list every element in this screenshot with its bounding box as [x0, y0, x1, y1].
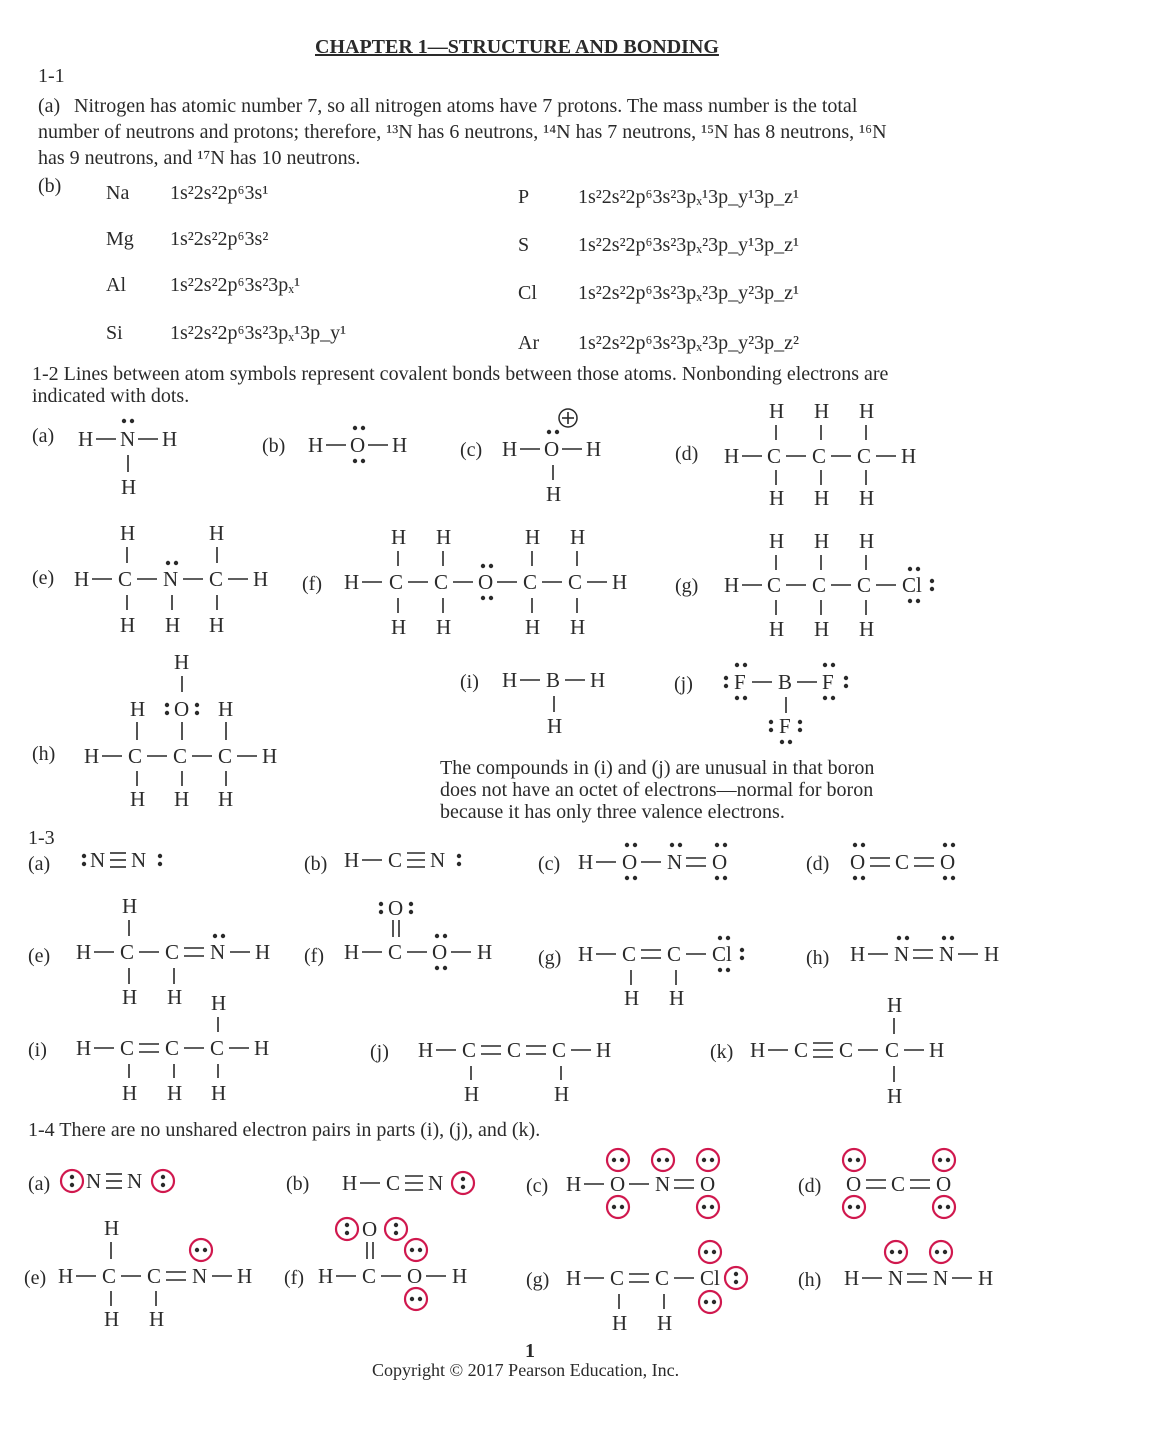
svg-text:H: H	[570, 525, 586, 549]
mol-1-2-i-borane	[502, 668, 605, 738]
svg-text:H: H	[502, 668, 518, 692]
mol-1-4-b-hcn	[342, 1171, 474, 1195]
label-1-3-f: (f)	[304, 945, 324, 967]
section-1-4-intro: 1-4 There are no unshared electron pairs in parts (i), (j), and (k).	[28, 1119, 541, 1141]
label-1-3-j: (j)	[370, 1041, 389, 1063]
label-1-4-d: (d)	[798, 1175, 822, 1197]
svg-text:B: B	[546, 668, 561, 692]
svg-text:H: H	[586, 437, 602, 461]
svg-text:N: N	[428, 1171, 444, 1195]
svg-text:H: H	[502, 437, 518, 461]
svg-text:H: H	[255, 940, 271, 964]
config-value-ar: 1s²2s²2p⁶3s²3pₓ²3p_y²3p_z²	[578, 332, 799, 354]
svg-text:O: O	[388, 896, 404, 920]
svg-text:H: H	[392, 433, 408, 457]
svg-text:H: H	[546, 482, 562, 506]
svg-text:O: O	[850, 850, 866, 874]
svg-text:O: O	[712, 850, 728, 874]
svg-text:C: C	[767, 573, 782, 597]
label-1-4-e: (e)	[24, 1267, 47, 1289]
svg-text:O: O	[544, 437, 560, 461]
svg-text:C: C	[120, 1036, 135, 1060]
svg-text:H: H	[218, 787, 234, 811]
label-1-2-d: (d)	[675, 443, 699, 465]
svg-text:H: H	[122, 1081, 138, 1105]
mol-1-2-h-isopropanol	[84, 650, 277, 811]
svg-text:H: H	[477, 940, 493, 964]
svg-text:H: H	[76, 940, 92, 964]
section-1-1-number: 1-1	[38, 65, 65, 87]
mol-1-3-h-diazene	[850, 936, 999, 966]
mol-1-3-a-nitrogen	[82, 848, 162, 872]
label-1-3-g: (g)	[538, 947, 562, 969]
svg-text:H: H	[669, 986, 685, 1010]
svg-text:C: C	[552, 1038, 567, 1062]
label-1-2-j: (j)	[674, 673, 693, 695]
svg-text:H: H	[612, 1311, 628, 1335]
svg-text:H: H	[566, 1172, 582, 1196]
config-element-ar: Ar	[518, 332, 540, 354]
svg-text:C: C	[839, 1038, 854, 1062]
label-1-3-c: (c)	[538, 853, 561, 875]
config-value-si: 1s²2s²2p⁶3s²3pₓ¹3p_y¹	[170, 322, 347, 344]
boron-note-line2: does not have an octet of electrons—normal for boron	[440, 779, 874, 801]
mol-1-2-d-propane	[724, 399, 916, 510]
mol-1-2-b-water	[308, 426, 407, 463]
svg-text:H: H	[418, 1038, 434, 1062]
svg-text:O: O	[362, 1217, 378, 1241]
svg-text:H: H	[122, 985, 138, 1009]
svg-text:H: H	[859, 617, 875, 641]
svg-text:H: H	[436, 525, 452, 549]
svg-text:H: H	[165, 613, 181, 637]
svg-text:H: H	[121, 475, 137, 499]
label-1-2-a: (a)	[32, 425, 55, 447]
svg-text:C: C	[118, 567, 133, 591]
config-element-mg: Mg	[106, 228, 134, 250]
svg-text:H: H	[452, 1264, 468, 1288]
svg-text:H: H	[814, 617, 830, 641]
svg-text:H: H	[174, 650, 190, 674]
svg-text:O: O	[174, 697, 190, 721]
svg-text:C: C	[102, 1264, 117, 1288]
svg-text:H: H	[978, 1266, 994, 1290]
svg-text:H: H	[578, 850, 594, 874]
svg-text:H: H	[391, 615, 407, 639]
svg-text:H: H	[859, 399, 875, 423]
svg-text:H: H	[984, 942, 1000, 966]
svg-text:H: H	[525, 525, 541, 549]
section-1-3-number: 1-3	[28, 827, 55, 849]
svg-text:C: C	[857, 573, 872, 597]
svg-text:O: O	[622, 850, 638, 874]
svg-text:H: H	[120, 521, 136, 545]
svg-text:N: N	[933, 1266, 949, 1290]
svg-text:O: O	[610, 1172, 626, 1196]
config-element-na: Na	[106, 182, 130, 204]
svg-text:C: C	[165, 940, 180, 964]
config-element-cl: Cl	[518, 282, 537, 304]
svg-text:H: H	[814, 399, 830, 423]
svg-text:H: H	[218, 697, 234, 721]
mol-1-4-h-diazene	[844, 1241, 993, 1290]
svg-text:H: H	[344, 940, 360, 964]
label-1-2-g: (g)	[675, 575, 699, 597]
mol-1-2-f-diethyl-ether	[344, 525, 627, 639]
page-number: 1	[525, 1340, 535, 1362]
mol-1-2-c-hydronium	[502, 409, 601, 506]
svg-text:H: H	[104, 1216, 120, 1240]
svg-text:O: O	[478, 570, 494, 594]
svg-text:C: C	[434, 570, 449, 594]
svg-text:H: H	[74, 567, 90, 591]
svg-text:H: H	[859, 486, 875, 510]
svg-text:N: N	[430, 848, 446, 872]
label-1-3-a: (a)	[28, 853, 51, 875]
label-1-2-f: (f)	[302, 573, 322, 595]
config-value-cl: 1s²2s²2p⁶3s²3pₓ²3p_y²3p_z¹	[578, 282, 799, 304]
chapter-title: CHAPTER 1—STRUCTURE AND BONDING	[315, 36, 719, 58]
svg-text:C: C	[388, 848, 403, 872]
svg-text:C: C	[767, 444, 782, 468]
svg-text:N: N	[939, 942, 955, 966]
mol-1-2-g-propyl-chloride	[724, 529, 934, 641]
label-1-4-g: (g)	[526, 1269, 550, 1291]
config-element-p: P	[518, 186, 530, 208]
svg-text:H: H	[130, 697, 146, 721]
label-1-3-h: (h)	[806, 947, 830, 969]
svg-text:H: H	[308, 433, 324, 457]
section-1-2-intro-line1: 1-2 Lines between atom symbols represent covalent bonds between those atoms. Nonbonding electrons are	[32, 363, 889, 385]
svg-text:N: N	[667, 850, 683, 874]
svg-text:N: N	[210, 940, 226, 964]
svg-text:C: C	[891, 1172, 906, 1196]
mol-1-4-c-nitrous-acid	[566, 1149, 719, 1218]
svg-text:H: H	[211, 991, 227, 1015]
svg-text:H: H	[167, 985, 183, 1009]
label-1-2-h: (h)	[32, 743, 56, 765]
svg-text:H: H	[130, 787, 146, 811]
svg-text:C: C	[165, 1036, 180, 1060]
svg-text:C: C	[667, 942, 682, 966]
label-1-4-b: (b)	[286, 1173, 310, 1195]
mol-1-4-a-nitrogen	[61, 1169, 174, 1193]
svg-text:C: C	[209, 567, 224, 591]
config-value-na: 1s²2s²2p⁶3s¹	[170, 182, 269, 204]
svg-text:H: H	[887, 993, 903, 1017]
label-1-4-a: (a)	[28, 1173, 51, 1195]
svg-text:H: H	[769, 486, 785, 510]
svg-text:O: O	[846, 1172, 862, 1196]
svg-text:H: H	[237, 1264, 253, 1288]
svg-text:H: H	[254, 1036, 270, 1060]
svg-text:F: F	[822, 670, 834, 694]
svg-text:H: H	[253, 567, 269, 591]
svg-text:H: H	[901, 444, 917, 468]
svg-text:C: C	[388, 940, 403, 964]
svg-text:H: H	[769, 617, 785, 641]
section-1-1-a-label: (a)	[38, 95, 61, 117]
svg-text:N: N	[894, 942, 910, 966]
section-1-1-a-line1: Nitrogen has atomic number 7, so all nitrogen atoms have 7 protons. The mass number is the total	[74, 95, 858, 117]
svg-text:H: H	[162, 427, 178, 451]
svg-text:H: H	[724, 444, 740, 468]
label-1-3-k: (k)	[710, 1041, 734, 1063]
mol-1-3-g-vinyl-chloride	[578, 936, 744, 1010]
svg-text:C: C	[173, 744, 188, 768]
svg-text:H: H	[344, 848, 360, 872]
svg-text:H: H	[464, 1082, 480, 1106]
svg-text:H: H	[566, 1266, 582, 1290]
svg-text:B: B	[778, 670, 793, 694]
mol-1-4-g-vinyl-chloride	[566, 1241, 747, 1335]
svg-text:F: F	[734, 670, 746, 694]
svg-text:H: H	[262, 744, 278, 768]
svg-text:H: H	[318, 1264, 334, 1288]
mol-1-3-b-hcn	[344, 848, 461, 872]
mol-1-2-j-boron-trifluoride	[724, 663, 848, 744]
svg-text:C: C	[507, 1038, 522, 1062]
svg-text:O: O	[700, 1172, 716, 1196]
config-value-p: 1s²2s²2p⁶3s²3pₓ¹3p_y¹3p_z¹	[578, 186, 799, 208]
svg-text:N: N	[655, 1172, 671, 1196]
svg-text:C: C	[857, 444, 872, 468]
svg-text:H: H	[887, 1084, 903, 1108]
label-1-2-c: (c)	[460, 439, 483, 461]
label-1-2-e: (e)	[32, 567, 55, 589]
label-1-2-b: (b)	[262, 435, 286, 457]
svg-text:H: H	[211, 1081, 227, 1105]
svg-text:H: H	[120, 613, 136, 637]
svg-text:H: H	[844, 1266, 860, 1290]
svg-text:C: C	[210, 1036, 225, 1060]
svg-text:H: H	[436, 615, 452, 639]
svg-text:H: H	[624, 986, 640, 1010]
section-1-1-a-line2: number of neutrons and protons; therefore, ¹³N has 6 neutrons, ¹⁴N has 7 neutrons, ¹⁵N has 8 neutrons, ¹⁶N	[38, 121, 887, 143]
config-element-si: Si	[106, 322, 123, 344]
svg-text:Cl: Cl	[902, 573, 922, 597]
svg-text:H: H	[724, 573, 740, 597]
svg-text:H: H	[78, 427, 94, 451]
svg-text:C: C	[362, 1264, 377, 1288]
label-1-3-d: (d)	[806, 853, 830, 875]
svg-text:H: H	[76, 1036, 92, 1060]
mol-1-3-e-imine	[76, 894, 270, 1009]
svg-text:N: N	[131, 848, 147, 872]
boron-note-line3: because it has only three valence electrons.	[440, 801, 785, 823]
label-1-4-c: (c)	[526, 1175, 549, 1197]
svg-text:H: H	[209, 613, 225, 637]
svg-text:H: H	[859, 529, 875, 553]
svg-text:H: H	[769, 529, 785, 553]
svg-text:C: C	[218, 744, 233, 768]
svg-text:C: C	[895, 850, 910, 874]
svg-text:O: O	[936, 1172, 952, 1196]
label-1-4-h: (h)	[798, 1269, 822, 1291]
svg-text:H: H	[391, 525, 407, 549]
svg-text:C: C	[147, 1264, 162, 1288]
svg-text:H: H	[547, 714, 563, 738]
mol-1-4-e-imine	[58, 1216, 252, 1331]
mol-1-4-f-formic-acid	[318, 1217, 467, 1310]
config-element-s: S	[518, 234, 530, 256]
config-value-mg: 1s²2s²2p⁶3s²	[170, 228, 269, 250]
svg-text:C: C	[885, 1038, 900, 1062]
svg-text:C: C	[120, 940, 135, 964]
svg-text:C: C	[568, 570, 583, 594]
svg-text:H: H	[342, 1171, 358, 1195]
config-value-al: 1s²2s²2p⁶3s²3pₓ¹	[170, 274, 301, 296]
mol-1-3-d-carbon-dioxide	[850, 843, 955, 880]
svg-text:C: C	[386, 1171, 401, 1195]
mol-1-3-c-nitrous-acid	[578, 843, 727, 880]
svg-text:H: H	[209, 521, 225, 545]
svg-text:H: H	[850, 942, 866, 966]
svg-text:N: N	[90, 848, 106, 872]
svg-text:O: O	[407, 1264, 423, 1288]
svg-text:N: N	[127, 1169, 143, 1193]
svg-text:N: N	[192, 1264, 208, 1288]
mol-1-3-f-formic-acid	[344, 896, 492, 970]
svg-text:N: N	[888, 1266, 904, 1290]
svg-text:C: C	[812, 573, 827, 597]
svg-text:H: H	[525, 615, 541, 639]
section-1-1-a-line3: has 9 neutrons, and ¹⁷N has 10 neutrons.	[38, 147, 361, 169]
svg-text:O: O	[432, 940, 448, 964]
svg-text:H: H	[104, 1307, 120, 1331]
svg-text:O: O	[350, 433, 366, 457]
svg-text:N: N	[86, 1169, 102, 1193]
svg-text:C: C	[523, 570, 538, 594]
svg-text:Cl: Cl	[700, 1266, 720, 1290]
svg-text:H: H	[122, 894, 138, 918]
svg-text:Cl: Cl	[712, 942, 732, 966]
svg-text:H: H	[344, 570, 360, 594]
label-1-3-b: (b)	[304, 853, 328, 875]
svg-text:N: N	[120, 427, 136, 451]
svg-text:C: C	[812, 444, 827, 468]
svg-text:H: H	[612, 570, 628, 594]
svg-text:H: H	[167, 1081, 183, 1105]
copyright: Copyright © 2017 Pearson Education, Inc.	[372, 1360, 680, 1380]
config-element-al: Al	[106, 274, 126, 296]
svg-text:H: H	[814, 529, 830, 553]
svg-text:H: H	[84, 744, 100, 768]
svg-text:H: H	[814, 486, 830, 510]
mol-1-3-j-allene	[418, 1038, 611, 1106]
label-1-3-e: (e)	[28, 945, 51, 967]
mol-1-4-d-carbon-dioxide	[843, 1149, 955, 1218]
section-1-1-b-label: (b)	[38, 175, 62, 197]
section-1-2-intro-line2: indicated with dots.	[32, 385, 190, 407]
label-1-3-i: (i)	[28, 1039, 47, 1061]
svg-text:H: H	[58, 1264, 74, 1288]
svg-text:H: H	[570, 615, 586, 639]
mol-1-2-a-ammonia	[78, 419, 177, 499]
svg-text:C: C	[622, 942, 637, 966]
svg-text:H: H	[174, 787, 190, 811]
label-1-4-f: (f)	[284, 1267, 304, 1289]
svg-text:C: C	[610, 1266, 625, 1290]
svg-text:C: C	[655, 1266, 670, 1290]
svg-text:H: H	[769, 399, 785, 423]
boron-note-line1: The compounds in (i) and (j) are unusual in that boron	[440, 757, 875, 779]
svg-text:H: H	[149, 1307, 165, 1331]
svg-text:H: H	[750, 1038, 766, 1062]
svg-text:H: H	[578, 942, 594, 966]
svg-text:O: O	[940, 850, 956, 874]
svg-text:C: C	[128, 744, 143, 768]
svg-text:H: H	[596, 1038, 612, 1062]
svg-text:C: C	[794, 1038, 809, 1062]
mol-1-2-e-dimethylamine	[74, 521, 268, 637]
svg-text:C: C	[389, 570, 404, 594]
label-1-2-i: (i)	[460, 671, 479, 693]
svg-text:H: H	[929, 1038, 945, 1062]
svg-text:N: N	[163, 567, 179, 591]
mol-1-3-k-propyne	[750, 993, 944, 1108]
svg-text:H: H	[657, 1311, 673, 1335]
config-value-s: 1s²2s²2p⁶3s²3pₓ²3p_y¹3p_z¹	[578, 234, 799, 256]
svg-text:F: F	[779, 714, 791, 738]
svg-text:H: H	[590, 668, 606, 692]
svg-text:H: H	[554, 1082, 570, 1106]
svg-text:C: C	[462, 1038, 477, 1062]
